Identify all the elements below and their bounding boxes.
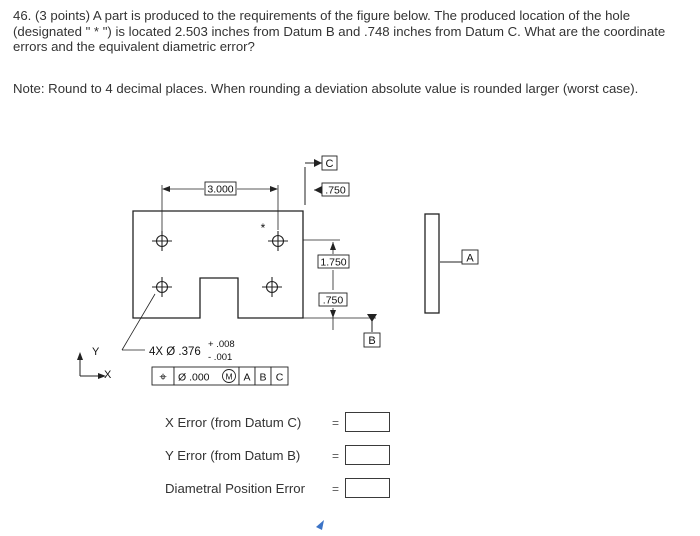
datum-b-label: B — [368, 335, 376, 347]
tolerance-minus: - .001 — [208, 352, 233, 363]
dim-3000: 3.000 — [207, 183, 234, 196]
x-error-equals: = — [332, 416, 340, 430]
part-outline — [133, 211, 303, 318]
diametral-error-equals: = — [332, 482, 340, 496]
diametral-error-input[interactable] — [345, 478, 390, 498]
tolerance-plus: + .008 — [208, 339, 235, 350]
fcf-datum-c: C — [275, 371, 284, 384]
dim-750-right: .750 — [322, 294, 344, 307]
axis-x-label: X — [104, 369, 112, 381]
question-text: 46. (3 points) A part is produced to the requirements of the figure below. The produced location of the hole (designated " * ") is located 2.503 inches from Datum B and .748 inches from Datum C. What are the coordinate errors and the equivalent diametric error? — [13, 8, 666, 54]
x-error-input[interactable] — [345, 412, 390, 432]
fcf-datum-a: A — [243, 371, 251, 384]
hole-callout: 4X Ø .376 — [149, 346, 201, 358]
fcf-datum-b: B — [259, 371, 267, 384]
diametral-error-label: Diametral Position Error — [165, 481, 305, 496]
star-marker: * — [260, 221, 266, 235]
position-symbol-icon: ⌖ — [159, 369, 167, 384]
y-error-label: Y Error (from Datum B) — [165, 448, 301, 463]
rounding-note: Note: Round to 4 decimal places. When rounding a deviation absolute value is rounded larger (worst case). — [13, 81, 639, 96]
dim-750-top: .750 — [325, 184, 346, 197]
x-error-label: X Error (from Datum C) — [165, 415, 302, 430]
datum-a-label: A — [466, 252, 474, 265]
datum-c-label: C — [325, 158, 334, 170]
dim-1750: 1.750 — [320, 256, 347, 269]
hole-top-right — [268, 231, 288, 251]
hole-top-left — [152, 231, 172, 251]
y-error-input[interactable] — [345, 445, 390, 465]
hole-bottom-right — [262, 277, 282, 297]
cursor-icon — [316, 520, 324, 530]
axis-y-label: Y — [92, 346, 100, 358]
fcf-tolerance: Ø .000 — [178, 371, 210, 384]
y-error-equals: = — [332, 449, 340, 463]
mmc-modifier: M — [225, 371, 233, 382]
datum-a-part — [425, 214, 439, 313]
